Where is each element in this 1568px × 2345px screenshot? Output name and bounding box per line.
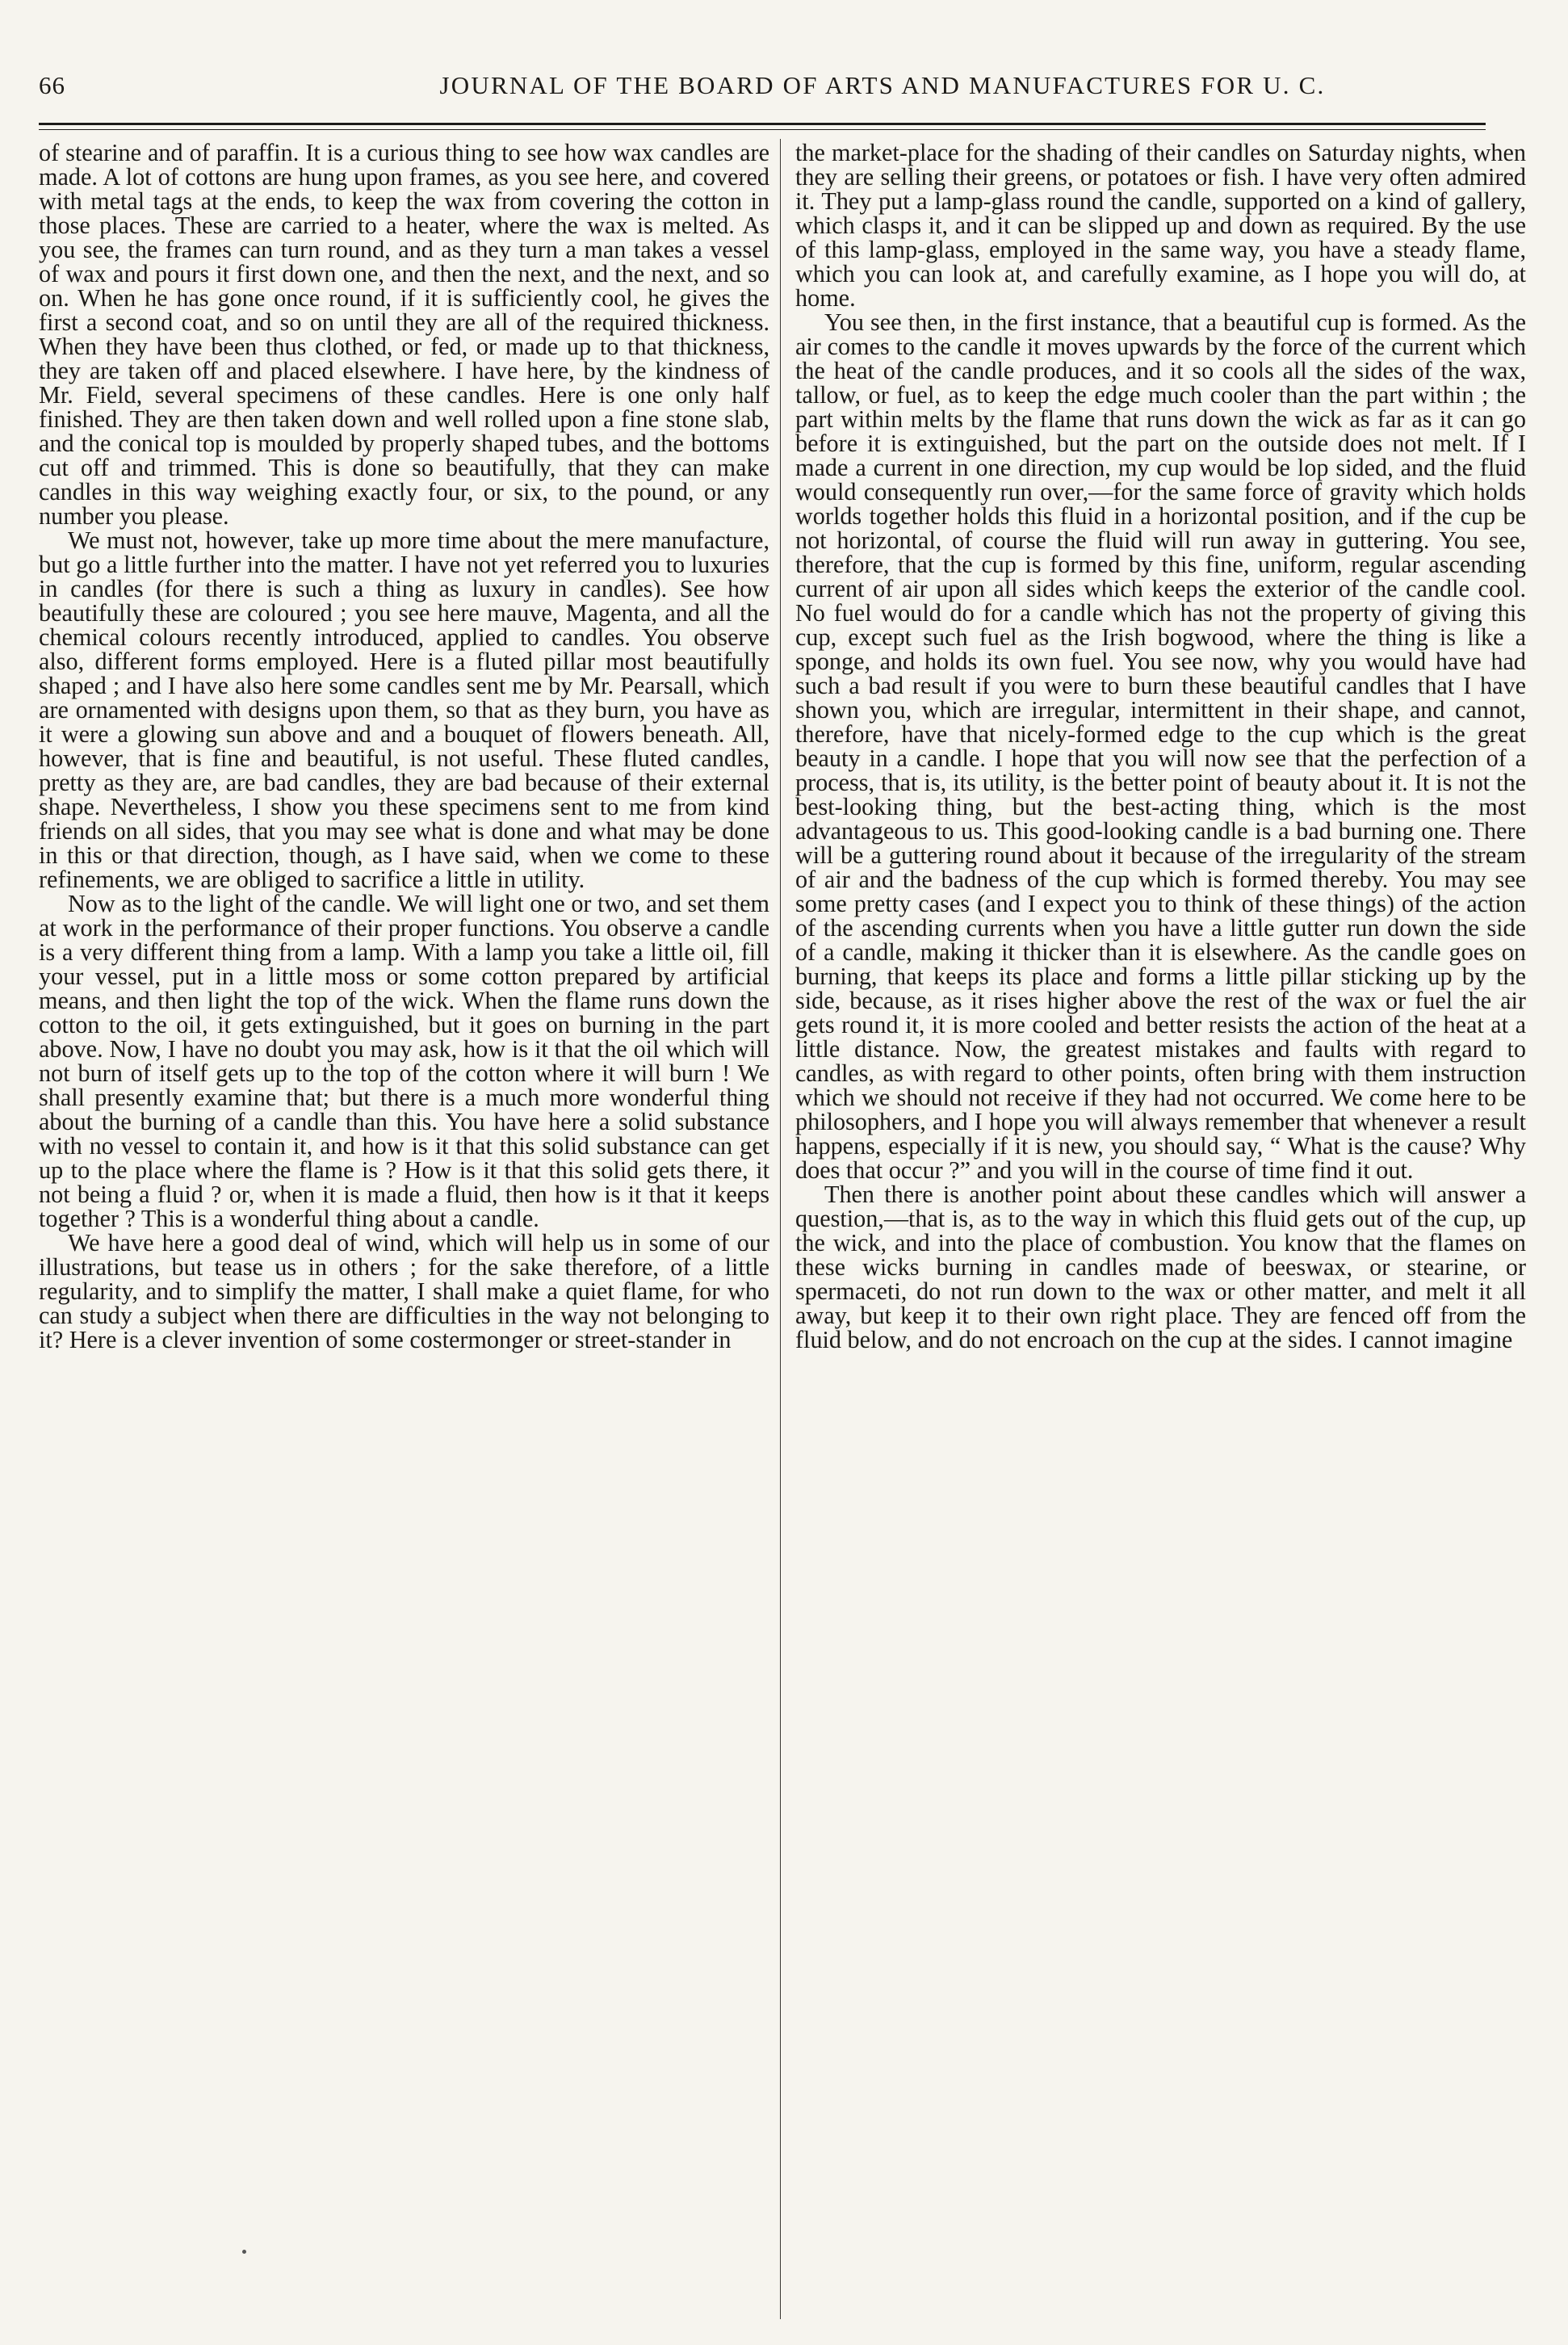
running-title: JOURNAL OF THE BOARD OF ARTS AND MANUFACTURES FOR U. C.	[439, 71, 1326, 99]
right-paragraph-3: Then there is another point about these candles which will answer a question,—that is, as to the way in which this fluid gets out of the cup, up the wick, and into the place of combustion. You know that the flames on these wicks burning in candles made of beeswax, or stearine, or spermaceti, do not run down to the wax or other matter, and melt it all away, but keep it to their own right place. They are fenced off from the fluid below, and do not encroach on the cup at the sides. I cannot imagine	[795, 1181, 1526, 1353]
right-paragraph-1: the market-place for the shading of their candles on Saturday nights, when they are selling their greens, or potatoes or fish. I have very often admired it. They put a lamp-glass round the candle, supported on a kind of gallery, which clasps it, and it can be slipped up and down as required. By the use of this lamp-glass, employed in the same way, you have a steady flame, which you can look at, and carefully examine, as I hope you will do, at home.	[795, 141, 1526, 312]
header-rule	[39, 123, 1486, 125]
print-speck	[242, 2250, 246, 2254]
right-column	[795, 141, 1526, 2321]
left-paragraph-4: We have here a good deal of wind, which will help us in some of our illustrations, but tease us in others ; for the sake therefore, of a little regularity, and to simplify the matter, I shall make a quiet flame, for who can study a subject when there are difficulties in the way not belonging to it? Here is a clever invention of some costermonger or street-stander in	[39, 1229, 769, 1353]
left-paragraph-3: Now as to the light of the candle. We will light one or two, and set them at work in the performance of their proper functions. You observe a candle is a very different thing from a lamp. With a lamp you take a little oil, fill your vessel, put in a little moss or some cotton prepared by artificial means, and then light the top of the wick. When the flame runs down the cotton to the oil, it gets extinguished, but it goes on burning in the part above. Now, I have no doubt you may ask, how is it that the oil which will not burn of itself gets up to the top of the cotton where it will burn ! We shall presently examine that; but there is a much more wonderful thing about the burning of a candle than this. You have here a solid substance with no vessel to contain it, and how is it that this solid substance can get up to the place where the flame is ? How is it that this solid gets there, it not being a fluid ? or, when it is made a fluid, then how is it that it keeps together ? This is a wonderful thing about a candle.	[39, 890, 769, 1232]
header-rule-thin	[39, 129, 1486, 130]
left-column	[39, 141, 769, 2321]
left-paragraph-2: We must not, however, take up more time about the mere manufacture, but go a little further into the matter. I have not yet referred you to luxuries in candles (for there is such a thing as luxury in candles). See how beautifully these are coloured ; you see here mauve, Magenta, and all the chemical colours recently introduced, applied to candles. You observe also, different forms employed. Here is a fluted pillar most beautifully shaped ; and I have also here some candles sent me by Mr. Pearsall, which are ornamented with designs upon them, so that as they burn, you have as it were a glowing sun above and and a bouquet of flowers beneath. All, however, that is fine and beautiful, is not useful. These fluted candles, pretty as they are, are bad candles, they are bad because of their external shape. Nevertheless, I show you these specimens sent to me from kind friends on all sides, that you may see what is done and what may be done in this or that direction, though, as I have said, when we come to these refinements, we are obliged to sacrifice a little in utility.	[39, 526, 769, 893]
right-paragraph-2: You see then, in the first instance, that a beautiful cup is formed. As the air comes to the candle it moves upwards by the force of the current which the heat of the candle produces, and it so cools all the sides of the wax, tallow, or fuel, as to keep the edge much cooler than the part within ; the part within melts by the flame that runs down the wick as far as it can go before it is extinguished, but the part on the outside does not melt. If I made a current in one direction, my cup would be lop sided, and the fluid would consequently run over,—for the same force of gravity which holds worlds together holds this fluid in a horizontal position, and if the cup be not horizontal, of course the fluid will run away in guttering. You see, therefore, that the cup is formed by this fine, uniform, regular ascending current of air upon all sides which keeps the exterior of the candle cool. No fuel would do for a candle which has not the property of giving this cup, except such fuel as the Irish bogwood, where the thing is like a sponge, and holds its own fuel. You see now, why you would have had such a bad result if you were to burn these beautiful candles that I have shown you, which are irregular, intermittent in their shape, and cannot, therefore, have that nicely-formed edge to the cup which is the great beauty in a candle. I hope that you will now see that the perfection of a process, that is, its utility, is the better point of beauty about it. It is not the best-looking thing, but the best-acting thing, which is the most advantageous to us. This good-looking candle is a bad burning one. There will be a guttering round about it because of the irregularity of the stream of air and the badness of the cup which is formed thereby. You may see some pretty cases (and I expect you to think of these things) of the action of the ascending currents when you have a little gutter run down the side of a candle, making it thicker than it is elsewhere. As the candle goes on burning, that keeps its place and forms a little pillar sticking up by the side, because, as it rises higher above the rest of the wax or fuel the air gets round it, it is more cooled and better resists the action of the heat at a little distance. Now, the greatest mistakes and faults with regard to candles, as with regard to other points, often bring with them instruction which we should not receive if they had not occurred. We come here to be philosophers, and I hope you will always remember that whenever a result happens, especially if it is new, you should say, “ What is the cause? Why does that occur ?” and you will in the course of time find it out.	[795, 308, 1526, 1184]
page-header	[39, 71, 1484, 120]
column-divider	[780, 139, 781, 2319]
page-number: 66	[39, 71, 65, 99]
left-paragraph-1: of stearine and of paraffin. It is a curious thing to see how wax candles are made. A lot of cottons are hung upon frames, as you see here, and covered with metal tags at the ends, to keep the wax from covering the cotton in those places. These are carried to a heater, where the wax is melted. As you see, the frames can turn round, and as they turn a man takes a vessel of wax and pours it first down one, and then the next, and the next, and so on. When he has gone once round, if it is sufficiently cool, he gives the first a second coat, and so on until they are all of the required thickness. When they have been thus clothed, or fed, or made up to that thickness, they are taken off and placed elsewhere. I have here, by the kindness of Mr. Field, several specimens of these candles. Here is one only half finished. They are then taken down and well rolled upon a fine stone slab, and the conical top is moulded by properly shaped tubes, and the bottoms cut off and trimmed. This is done so beautifully, that they can make candles in this way weighing exactly four, or six, to the pound, or any number you please.	[39, 141, 769, 530]
